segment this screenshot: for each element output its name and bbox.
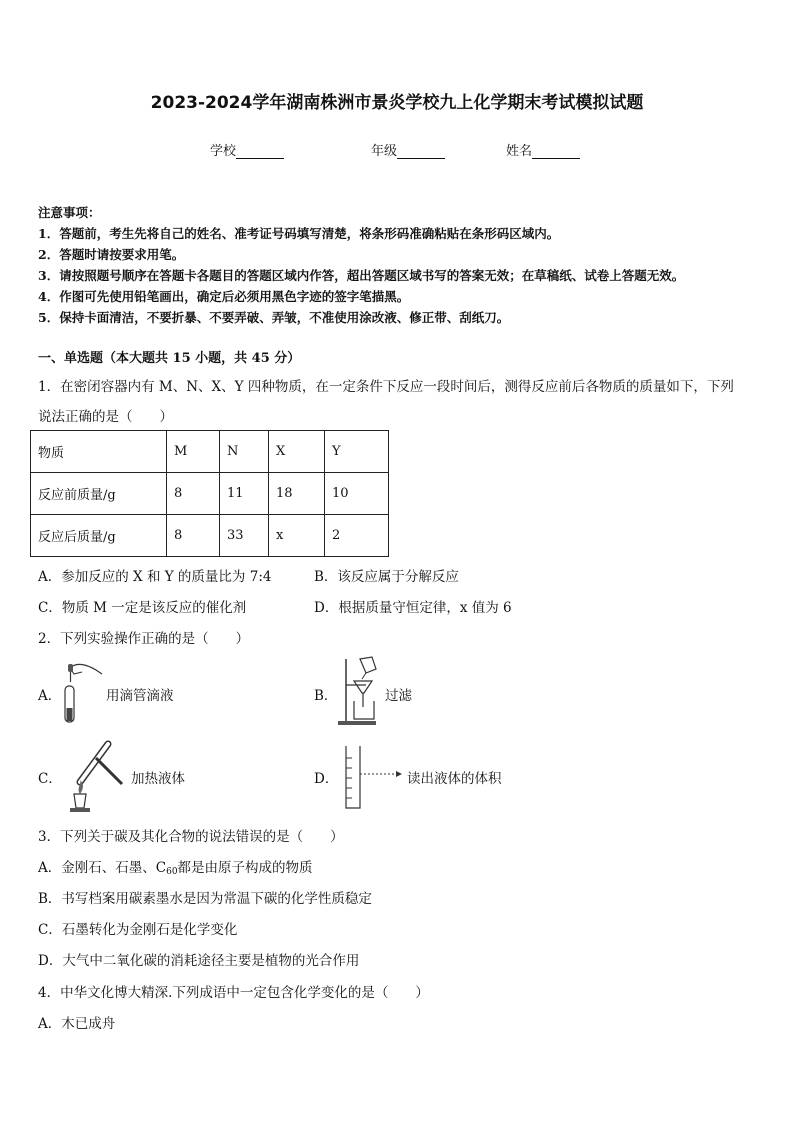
school-blank bbox=[236, 145, 284, 159]
table-cell: X bbox=[269, 431, 325, 473]
note-item: 4．作图可先使用铅笔画出，确定后必须用黑色字迹的签字笔描黑。 bbox=[38, 289, 410, 304]
q1-option-a[interactable]: A．参加反应的 X 和 Y 的质量比为 7:4 bbox=[38, 569, 272, 585]
q2-option-d-letter[interactable]: D． bbox=[314, 771, 339, 787]
note-item: 2．答题时请按要求用笔。 bbox=[38, 247, 185, 262]
grade-label: 年级 bbox=[371, 144, 398, 159]
q3-option-a[interactable] bbox=[38, 856, 313, 877]
table-cell: 8 bbox=[167, 473, 220, 515]
grade-blank bbox=[397, 145, 445, 159]
q1-option-c[interactable]: C．物质 M 一定是该反应的催化剂 bbox=[38, 600, 247, 616]
q3-option-a-subscript: 60 bbox=[166, 867, 178, 877]
q3-stem: 3．下列关于碳及其化合物的说法错误的是（ ） bbox=[38, 829, 344, 845]
table-cell: 11 bbox=[220, 473, 269, 515]
mass-table bbox=[30, 430, 389, 557]
table-header-row bbox=[31, 431, 389, 473]
note-item: 3．请按照题号顺序在答题卡各题目的答题区域内作答，超出答题区域书写的答案无效；在草稿纸、试卷上答题无效。 bbox=[38, 268, 685, 283]
table-cell: 18 bbox=[269, 473, 325, 515]
q3-option-d[interactable]: D．大气中二氧化碳的消耗途径主要是植物的光合作用 bbox=[38, 953, 360, 969]
table-cell: Y bbox=[325, 431, 389, 473]
name-label: 姓名 bbox=[506, 144, 533, 159]
q2-option-a-letter[interactable]: A． bbox=[38, 688, 62, 704]
q2-stem: 2．下列实验操作正确的是（ ） bbox=[38, 631, 250, 647]
table-cell: N bbox=[220, 431, 269, 473]
notes-heading: 注意事项： bbox=[38, 205, 101, 220]
table-cell: 反应前质量/g bbox=[31, 473, 167, 515]
q3-option-b[interactable]: B．书写档案用碳素墨水是因为常温下碳的化学性质稳定 bbox=[38, 891, 372, 907]
table-cell: 反应后质量/g bbox=[31, 515, 167, 557]
school-label: 学校 bbox=[210, 144, 237, 159]
table-cell: 物质 bbox=[31, 431, 167, 473]
table-cell: 8 bbox=[167, 515, 220, 557]
q2-option-a-caption: 用滴管滴液 bbox=[106, 688, 174, 704]
q2-option-c-letter[interactable]: C． bbox=[38, 771, 62, 787]
q2-option-b-caption: 过滤 bbox=[385, 688, 412, 704]
table-cell: 10 bbox=[325, 473, 389, 515]
grade-field bbox=[371, 140, 445, 159]
section-heading: 一、单选题（本大题共 15 小题，共 45 分） bbox=[38, 351, 301, 366]
table-cell: M bbox=[167, 431, 220, 473]
page-title: 2023-2024学年湖南株洲市景炎学校九上化学期末考试模拟试题 bbox=[150, 93, 644, 113]
q4-stem: 4．中华文化博大精深.下列成语中一定包含化学变化的是（ ） bbox=[38, 985, 429, 1001]
filtration-icon bbox=[332, 655, 382, 727]
name-field bbox=[506, 140, 580, 159]
table-row bbox=[31, 473, 389, 515]
table-cell: x bbox=[269, 515, 325, 557]
table-cell: 33 bbox=[220, 515, 269, 557]
q2-option-d-caption: 读出液体的体积 bbox=[407, 771, 502, 787]
table-cell: 2 bbox=[325, 515, 389, 557]
q3-option-a-text-end: 都是由原子构成的物质 bbox=[177, 860, 313, 876]
heating-tube-icon bbox=[60, 738, 130, 814]
note-item: 5．保持卡面清洁，不要折暴、不要弄破、弄皱，不准使用涂改液、修正带、刮纸刀。 bbox=[38, 310, 510, 325]
dropper-icon bbox=[56, 660, 106, 726]
q2-option-b-letter[interactable]: B． bbox=[314, 688, 338, 704]
graduated-cylinder-icon bbox=[340, 744, 406, 810]
q1-stem: 1．在密闭容器内有 M、N、X、Y 四种物质，在一定条件下反应一段时间后，测得反应前后各物质的质量如下，下列 bbox=[38, 379, 734, 395]
note-item: 1．答题前，考生先将自己的姓名、准考证号码填写清楚，将条形码准确粘贴在条形码区域内。 bbox=[38, 226, 560, 241]
q1-stem-cont: 说法正确的是（ ） bbox=[38, 409, 173, 425]
school-field bbox=[210, 140, 284, 159]
table-row bbox=[31, 515, 389, 557]
q2-option-c-caption: 加热液体 bbox=[131, 771, 185, 787]
name-blank bbox=[532, 145, 580, 159]
q3-option-a-text: A．金刚石、石墨、C bbox=[38, 860, 167, 876]
q1-option-b[interactable]: B．该反应属于分解反应 bbox=[314, 569, 459, 585]
q4-option-a[interactable]: A．木已成舟 bbox=[38, 1016, 116, 1032]
q1-option-d[interactable]: D．根据质量守恒定律，x 值为 6 bbox=[314, 600, 512, 616]
q3-option-c[interactable]: C．石墨转化为金刚石是化学变化 bbox=[38, 922, 238, 938]
